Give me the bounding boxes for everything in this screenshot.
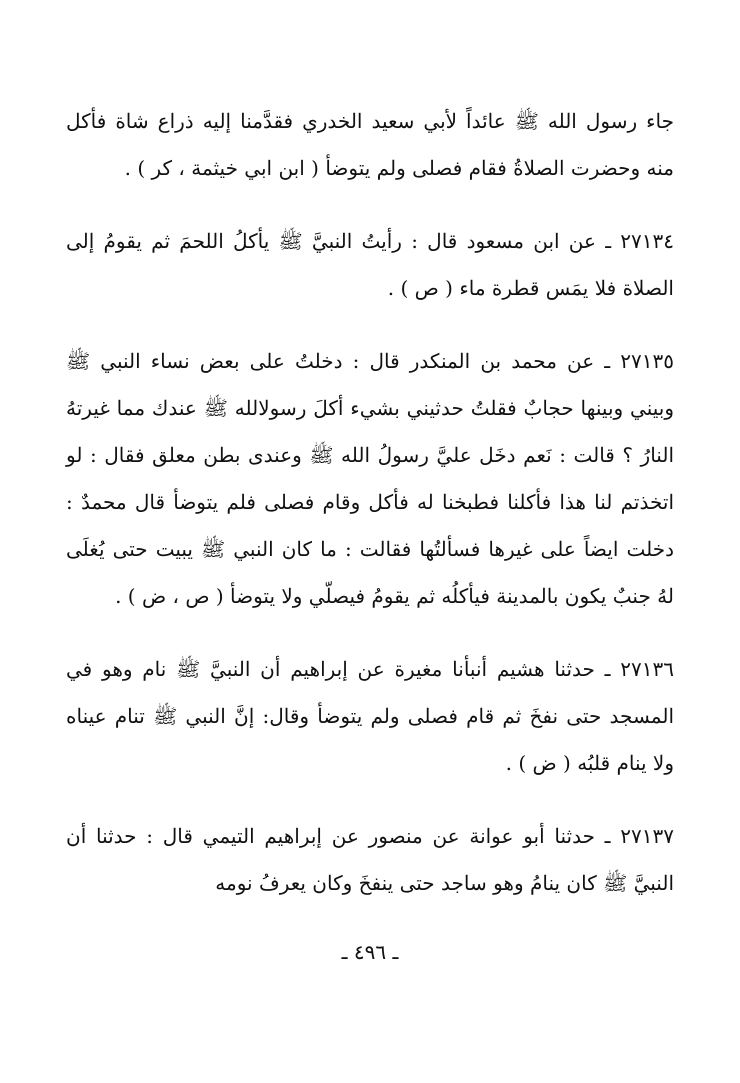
hadith-27136: ٢٧١٣٦ ـ حدثنا هشيم أنبأنا مغيرة عن إبراهيم أن النبيَّ ﷺ نام وهو في المسجد حتى نفخَ ثم قام فصلى ولم يتوضأ وقال: إنَّ النبي ﷺ تنام عيناه ولا ينام قلبُه ( ض ) . [66, 657, 674, 775]
body-text [66, 98, 674, 933]
hadith-27134: ٢٧١٣٤ ـ عن ابن مسعود قال : رأيتُ النبيَّ ﷺ يأكلُ اللحمَ ثم يقومُ إلى الصلاة فلا يمَس قطرة ماء ( ص ) . [66, 229, 674, 300]
page-number: ـ ٤٩٦ ـ [341, 940, 399, 964]
paragraph-continuation: جاء رسول الله ﷺ عائداً لأبي سعيد الخدري فقدَّمنا إليه ذراع شاة فأكل منه وحضرت الصلاةُ فقام فصلى ولم يتوضأ ( ابن ابي خيثمة ، كر ) . [66, 109, 674, 180]
hadith-27135: ٢٧١٣٥ ـ عن محمد بن المنكدر قال : دخلتُ على بعض نساء النبي ﷺ وبيني وبينها حجابٌ فقلتُ حدثيني بشيء أكلَ رسولالله ﷺ عندك مما غيرتهُ النارُ ؟ قالت : نَعم دخَل عليَّ رسولُ الله ﷺ وعندى بطن معلق فقال : لو اتخذتم لنا هذا فأكلنا فطبخنا له فأكل وقام فصلى فلم يتوضأ قال محمدٌ : دخلت ايضاً على غيرها فسألتُها فقالت : ما كان النبي ﷺ يبيت حتى يُغلَى لهُ جنبٌ يكون بالمدينة فيأكلُه ثم يقومُ فيصلّي ولا يتوضأ ( ص ، ض ) . [66, 349, 674, 608]
hadith-27137: ٢٧١٣٧ ـ حدثنا أبو عوانة عن منصور عن إبراهيم التيمي قال : حدثنا أن النبيَّ ﷺ كان ينامُ وهو ساجد حتى ينفخَ وكان يعرفُ نومه [66, 824, 674, 895]
